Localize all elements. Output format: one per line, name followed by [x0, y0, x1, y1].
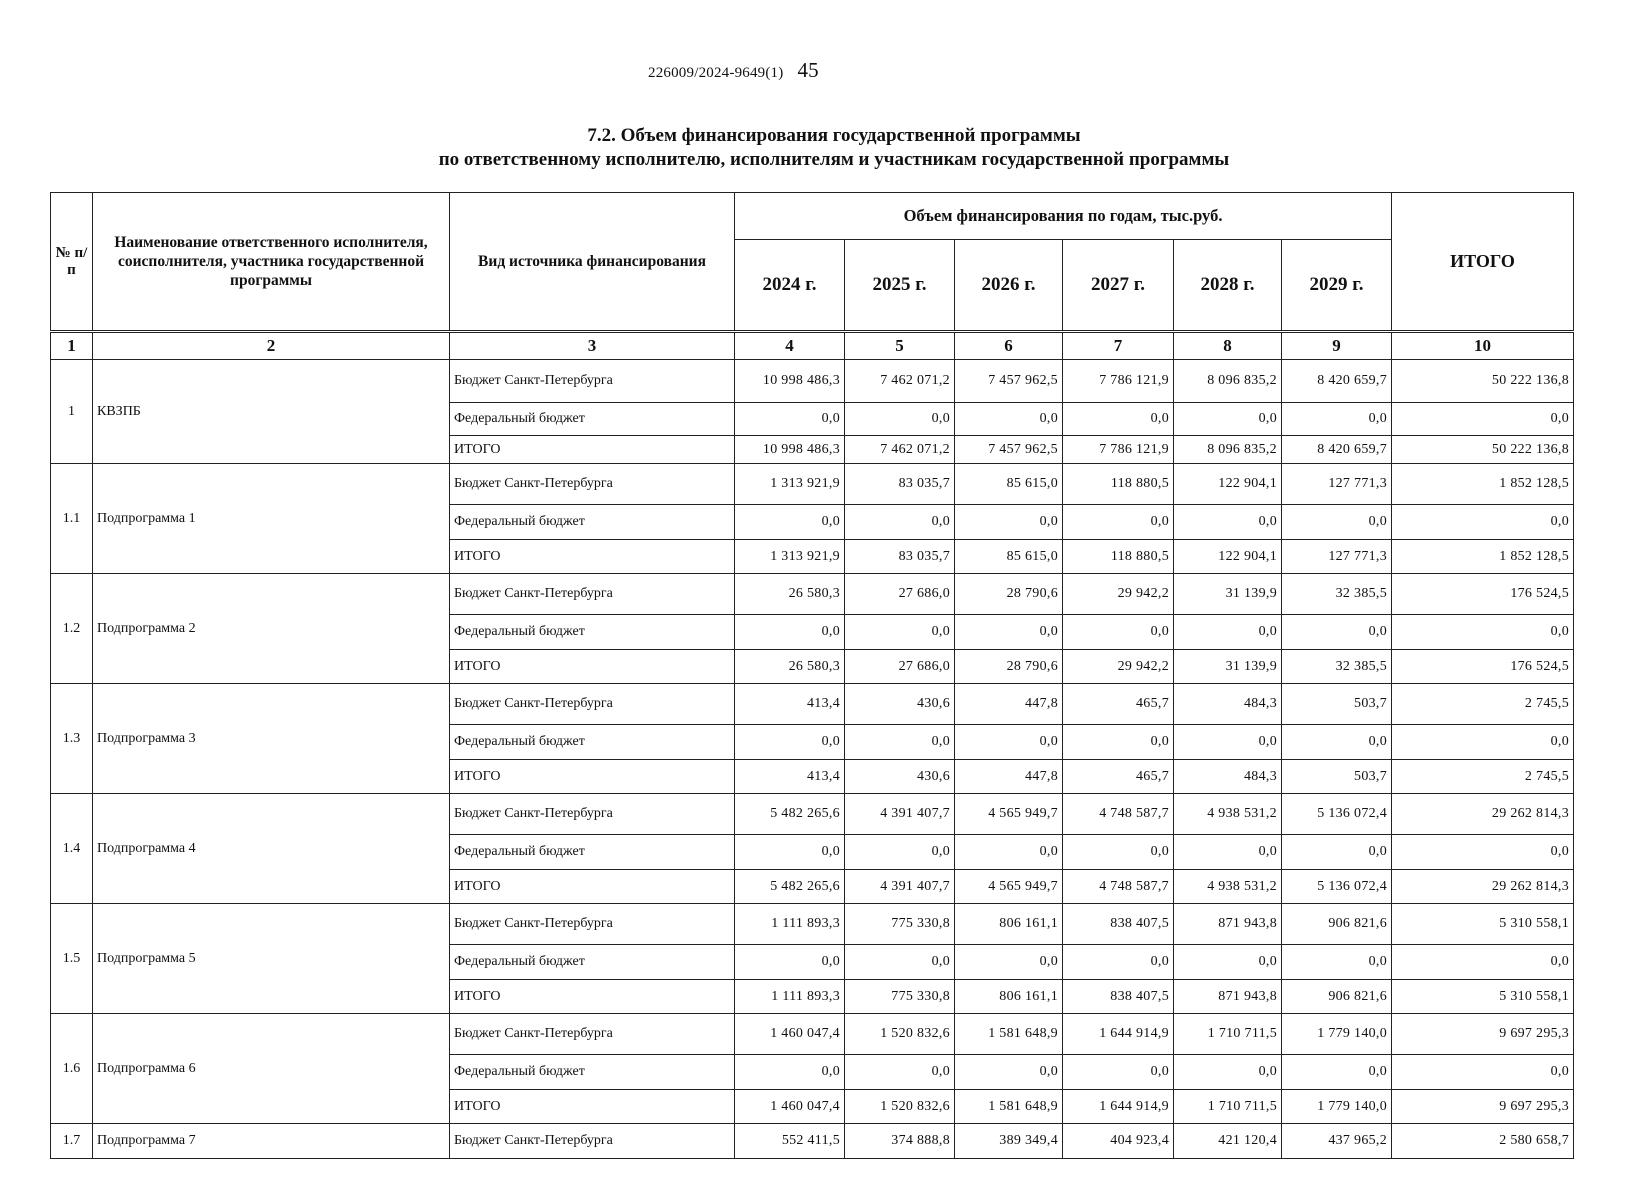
amount-cell: 1 581 648,9: [955, 1090, 1063, 1124]
table-row: [51, 1124, 1574, 1159]
amount-cell: 4 938 531,2: [1174, 794, 1282, 835]
amount-cell: 0,0: [1174, 725, 1282, 760]
table-row: [51, 1014, 1574, 1055]
header-years-group: Объем финансирования по годам, тыс.руб.: [735, 193, 1392, 240]
funding-source: Бюджет Санкт-Петербурга: [450, 360, 735, 403]
amount-cell: 871 943,8: [1174, 980, 1282, 1014]
amount-cell: 1 520 832,6: [845, 1090, 955, 1124]
page-number: 45: [797, 58, 819, 82]
total-cell: 0,0: [1392, 945, 1574, 980]
table-row: [51, 794, 1574, 835]
amount-cell: 0,0: [1063, 945, 1174, 980]
amount-cell: 83 035,7: [845, 464, 955, 505]
amount-cell: 0,0: [845, 835, 955, 870]
amount-cell: 7 457 962,5: [955, 436, 1063, 464]
total-cell: 2 580 658,7: [1392, 1124, 1574, 1159]
amount-cell: 906 821,6: [1282, 904, 1392, 945]
amount-cell: 1 581 648,9: [955, 1014, 1063, 1055]
amount-cell: 0,0: [735, 505, 845, 540]
amount-cell: 1 710 711,5: [1174, 1090, 1282, 1124]
amount-cell: 26 580,3: [735, 650, 845, 684]
funding-source: ИТОГО: [450, 980, 735, 1014]
total-cell: 2 745,5: [1392, 760, 1574, 794]
amount-cell: 27 686,0: [845, 574, 955, 615]
amount-cell: 127 771,3: [1282, 464, 1392, 505]
funding-source: Федеральный бюджет: [450, 835, 735, 870]
amount-cell: 775 330,8: [845, 904, 955, 945]
amount-cell: 0,0: [735, 835, 845, 870]
funding-source: ИТОГО: [450, 436, 735, 464]
amount-cell: 0,0: [735, 945, 845, 980]
doc-registration-number: 226009/2024-9649(1): [648, 65, 784, 81]
amount-cell: 7 462 071,2: [845, 360, 955, 403]
amount-cell: 503,7: [1282, 760, 1392, 794]
row-number: 1: [51, 360, 93, 464]
total-cell: 1 852 128,5: [1392, 540, 1574, 574]
amount-cell: 0,0: [1282, 725, 1392, 760]
total-cell: 176 524,5: [1392, 574, 1574, 615]
amount-cell: 10 998 486,3: [735, 436, 845, 464]
header-name: Наименование ответственного исполнителя, соисполнителя, участника государственной программы: [93, 193, 450, 332]
amount-cell: 4 565 949,7: [955, 794, 1063, 835]
amount-cell: 0,0: [845, 945, 955, 980]
column-number: 7: [1063, 332, 1174, 360]
amount-cell: 430,6: [845, 684, 955, 725]
column-number: 2: [93, 332, 450, 360]
header-year-2024: 2024 г.: [735, 240, 845, 332]
total-cell: 2 745,5: [1392, 684, 1574, 725]
row-number: 1.1: [51, 464, 93, 574]
table-body: [51, 360, 1574, 1159]
table-row: [51, 684, 1574, 725]
header-source: Вид источника финансирования: [450, 193, 735, 332]
executor-name: Подпрограмма 6: [93, 1014, 450, 1124]
amount-cell: 0,0: [1063, 1055, 1174, 1090]
funding-source: Федеральный бюджет: [450, 945, 735, 980]
amount-cell: 1 779 140,0: [1282, 1014, 1392, 1055]
executor-name: Подпрограмма 4: [93, 794, 450, 904]
amount-cell: 421 120,4: [1174, 1124, 1282, 1159]
row-number: 1.5: [51, 904, 93, 1014]
total-cell: 0,0: [1392, 725, 1574, 760]
amount-cell: 0,0: [1174, 835, 1282, 870]
amount-cell: 4 391 407,7: [845, 870, 955, 904]
funding-source: ИТОГО: [450, 1090, 735, 1124]
column-numbers-row: [51, 332, 1574, 360]
amount-cell: 0,0: [955, 835, 1063, 870]
amount-cell: 28 790,6: [955, 574, 1063, 615]
amount-cell: 0,0: [1063, 835, 1174, 870]
amount-cell: 1 644 914,9: [1063, 1090, 1174, 1124]
column-number: 3: [450, 332, 735, 360]
amount-cell: 374 888,8: [845, 1124, 955, 1159]
amount-cell: 0,0: [735, 725, 845, 760]
total-cell: 1 852 128,5: [1392, 464, 1574, 505]
header-total: ИТОГО: [1392, 193, 1574, 332]
financing-table: [50, 192, 1574, 1159]
amount-cell: 484,3: [1174, 684, 1282, 725]
amount-cell: 7 786 121,9: [1063, 436, 1174, 464]
amount-cell: 0,0: [1282, 945, 1392, 980]
title-line-1: 7.2. Объем финансирования государственной программы: [587, 125, 1081, 146]
executor-name: Подпрограмма 5: [93, 904, 450, 1014]
column-number: 8: [1174, 332, 1282, 360]
amount-cell: 0,0: [1174, 615, 1282, 650]
amount-cell: 118 880,5: [1063, 464, 1174, 505]
amount-cell: 85 615,0: [955, 540, 1063, 574]
amount-cell: 1 779 140,0: [1282, 1090, 1392, 1124]
amount-cell: 806 161,1: [955, 904, 1063, 945]
amount-cell: 7 786 121,9: [1063, 360, 1174, 403]
amount-cell: 7 457 962,5: [955, 360, 1063, 403]
amount-cell: 871 943,8: [1174, 904, 1282, 945]
amount-cell: 8 096 835,2: [1174, 436, 1282, 464]
amount-cell: 31 139,9: [1174, 574, 1282, 615]
table-row: [51, 574, 1574, 615]
amount-cell: 0,0: [735, 403, 845, 436]
header-np: № п/п: [51, 193, 93, 332]
amount-cell: 1 460 047,4: [735, 1014, 845, 1055]
amount-cell: 0,0: [955, 403, 1063, 436]
amount-cell: 838 407,5: [1063, 904, 1174, 945]
amount-cell: 0,0: [845, 505, 955, 540]
amount-cell: 5 136 072,4: [1282, 870, 1392, 904]
column-number: 10: [1392, 332, 1574, 360]
amount-cell: 29 942,2: [1063, 574, 1174, 615]
amount-cell: 389 349,4: [955, 1124, 1063, 1159]
amount-cell: 5 482 265,6: [735, 794, 845, 835]
column-number: 9: [1282, 332, 1392, 360]
amount-cell: 0,0: [735, 615, 845, 650]
row-number: 1.6: [51, 1014, 93, 1124]
amount-cell: 85 615,0: [955, 464, 1063, 505]
amount-cell: 29 942,2: [1063, 650, 1174, 684]
amount-cell: 0,0: [1174, 1055, 1282, 1090]
amount-cell: 465,7: [1063, 760, 1174, 794]
amount-cell: 447,8: [955, 684, 1063, 725]
amount-cell: 0,0: [955, 1055, 1063, 1090]
column-number: 1: [51, 332, 93, 360]
funding-source: Бюджет Санкт-Петербурга: [450, 574, 735, 615]
header-year-2028: 2028 г.: [1174, 240, 1282, 332]
amount-cell: 775 330,8: [845, 980, 955, 1014]
funding-source: Бюджет Санкт-Петербурга: [450, 904, 735, 945]
executor-name: Подпрограмма 3: [93, 684, 450, 794]
amount-cell: 0,0: [1282, 505, 1392, 540]
total-cell: 5 310 558,1: [1392, 904, 1574, 945]
amount-cell: 0,0: [845, 1055, 955, 1090]
amount-cell: 27 686,0: [845, 650, 955, 684]
amount-cell: 437 965,2: [1282, 1124, 1392, 1159]
amount-cell: 413,4: [735, 684, 845, 725]
executor-name: Подпрограмма 1: [93, 464, 450, 574]
executor-name: Подпрограмма 7: [93, 1124, 450, 1159]
amount-cell: 430,6: [845, 760, 955, 794]
amount-cell: 31 139,9: [1174, 650, 1282, 684]
funding-source: ИТОГО: [450, 870, 735, 904]
funding-source: Бюджет Санкт-Петербурга: [450, 464, 735, 505]
amount-cell: 10 998 486,3: [735, 360, 845, 403]
funding-source: Федеральный бюджет: [450, 403, 735, 436]
executor-name: КВЗПБ: [93, 360, 450, 464]
amount-cell: 465,7: [1063, 684, 1174, 725]
amount-cell: 1 111 893,3: [735, 904, 845, 945]
amount-cell: 404 923,4: [1063, 1124, 1174, 1159]
amount-cell: 4 938 531,2: [1174, 870, 1282, 904]
table-row: [51, 904, 1574, 945]
funding-source: Федеральный бюджет: [450, 615, 735, 650]
amount-cell: 5 136 072,4: [1282, 794, 1392, 835]
amount-cell: 1 111 893,3: [735, 980, 845, 1014]
funding-source: Бюджет Санкт-Петербурга: [450, 684, 735, 725]
amount-cell: 0,0: [1063, 725, 1174, 760]
amount-cell: 4 565 949,7: [955, 870, 1063, 904]
amount-cell: 0,0: [1282, 615, 1392, 650]
amount-cell: 1 460 047,4: [735, 1090, 845, 1124]
amount-cell: 1 313 921,9: [735, 464, 845, 505]
amount-cell: 0,0: [955, 725, 1063, 760]
total-cell: 29 262 814,3: [1392, 794, 1574, 835]
amount-cell: 0,0: [735, 1055, 845, 1090]
funding-source: Федеральный бюджет: [450, 725, 735, 760]
amount-cell: 0,0: [1174, 945, 1282, 980]
column-number: 4: [735, 332, 845, 360]
amount-cell: 118 880,5: [1063, 540, 1174, 574]
amount-cell: 0,0: [1063, 403, 1174, 436]
amount-cell: 26 580,3: [735, 574, 845, 615]
amount-cell: 906 821,6: [1282, 980, 1392, 1014]
column-number: 6: [955, 332, 1063, 360]
header-year-2029: 2029 г.: [1282, 240, 1392, 332]
column-number: 5: [845, 332, 955, 360]
funding-source: Бюджет Санкт-Петербурга: [450, 1124, 735, 1159]
funding-source: Федеральный бюджет: [450, 505, 735, 540]
row-number: 1.4: [51, 794, 93, 904]
total-cell: 0,0: [1392, 835, 1574, 870]
amount-cell: 0,0: [1282, 403, 1392, 436]
amount-cell: 0,0: [1174, 505, 1282, 540]
amount-cell: 0,0: [845, 403, 955, 436]
amount-cell: 32 385,5: [1282, 650, 1392, 684]
funding-source: ИТОГО: [450, 650, 735, 684]
amount-cell: 4 391 407,7: [845, 794, 955, 835]
title-line-2: по ответственному исполнителю, исполнителям и участникам государственной программы: [438, 149, 1230, 170]
amount-cell: 0,0: [955, 615, 1063, 650]
funding-source: Федеральный бюджет: [450, 1055, 735, 1090]
amount-cell: 122 904,1: [1174, 540, 1282, 574]
table-row: [51, 464, 1574, 505]
amount-cell: 552 411,5: [735, 1124, 845, 1159]
amount-cell: 447,8: [955, 760, 1063, 794]
amount-cell: 7 462 071,2: [845, 436, 955, 464]
amount-cell: 1 710 711,5: [1174, 1014, 1282, 1055]
row-number: 1.2: [51, 574, 93, 684]
funding-source: ИТОГО: [450, 540, 735, 574]
header-year-2026: 2026 г.: [955, 240, 1063, 332]
total-cell: 29 262 814,3: [1392, 870, 1574, 904]
amount-cell: 0,0: [1282, 835, 1392, 870]
funding-source: ИТОГО: [450, 760, 735, 794]
amount-cell: 0,0: [955, 505, 1063, 540]
amount-cell: 0,0: [955, 945, 1063, 980]
amount-cell: 32 385,5: [1282, 574, 1392, 615]
header-year-2027: 2027 г.: [1063, 240, 1174, 332]
amount-cell: 806 161,1: [955, 980, 1063, 1014]
amount-cell: 5 482 265,6: [735, 870, 845, 904]
amount-cell: 8 096 835,2: [1174, 360, 1282, 403]
amount-cell: 0,0: [1282, 1055, 1392, 1090]
amount-cell: 0,0: [845, 615, 955, 650]
total-cell: 0,0: [1392, 615, 1574, 650]
amount-cell: 0,0: [1063, 505, 1174, 540]
total-cell: 0,0: [1392, 1055, 1574, 1090]
amount-cell: 28 790,6: [955, 650, 1063, 684]
amount-cell: 0,0: [1063, 615, 1174, 650]
header-year-2025: 2025 г.: [845, 240, 955, 332]
total-cell: 0,0: [1392, 505, 1574, 540]
amount-cell: 0,0: [845, 725, 955, 760]
row-number: 1.3: [51, 684, 93, 794]
total-cell: 5 310 558,1: [1392, 980, 1574, 1014]
amount-cell: 8 420 659,7: [1282, 360, 1392, 403]
section-title: [0, 124, 1642, 172]
amount-cell: 4 748 587,7: [1063, 794, 1174, 835]
amount-cell: 503,7: [1282, 684, 1392, 725]
amount-cell: 127 771,3: [1282, 540, 1392, 574]
document-number: [648, 58, 819, 83]
total-cell: 176 524,5: [1392, 650, 1574, 684]
amount-cell: 413,4: [735, 760, 845, 794]
total-cell: 50 222 136,8: [1392, 360, 1574, 403]
amount-cell: 1 644 914,9: [1063, 1014, 1174, 1055]
amount-cell: 1 313 921,9: [735, 540, 845, 574]
amount-cell: 0,0: [1174, 403, 1282, 436]
amount-cell: 484,3: [1174, 760, 1282, 794]
funding-source: Бюджет Санкт-Петербурга: [450, 794, 735, 835]
funding-source: Бюджет Санкт-Петербурга: [450, 1014, 735, 1055]
executor-name: Подпрограмма 2: [93, 574, 450, 684]
amount-cell: 838 407,5: [1063, 980, 1174, 1014]
total-cell: 50 222 136,8: [1392, 436, 1574, 464]
amount-cell: 4 748 587,7: [1063, 870, 1174, 904]
amount-cell: 1 520 832,6: [845, 1014, 955, 1055]
row-number: 1.7: [51, 1124, 93, 1159]
total-cell: 9 697 295,3: [1392, 1014, 1574, 1055]
total-cell: 9 697 295,3: [1392, 1090, 1574, 1124]
amount-cell: 8 420 659,7: [1282, 436, 1392, 464]
amount-cell: 122 904,1: [1174, 464, 1282, 505]
table-row: [51, 360, 1574, 403]
total-cell: 0,0: [1392, 403, 1574, 436]
amount-cell: 83 035,7: [845, 540, 955, 574]
